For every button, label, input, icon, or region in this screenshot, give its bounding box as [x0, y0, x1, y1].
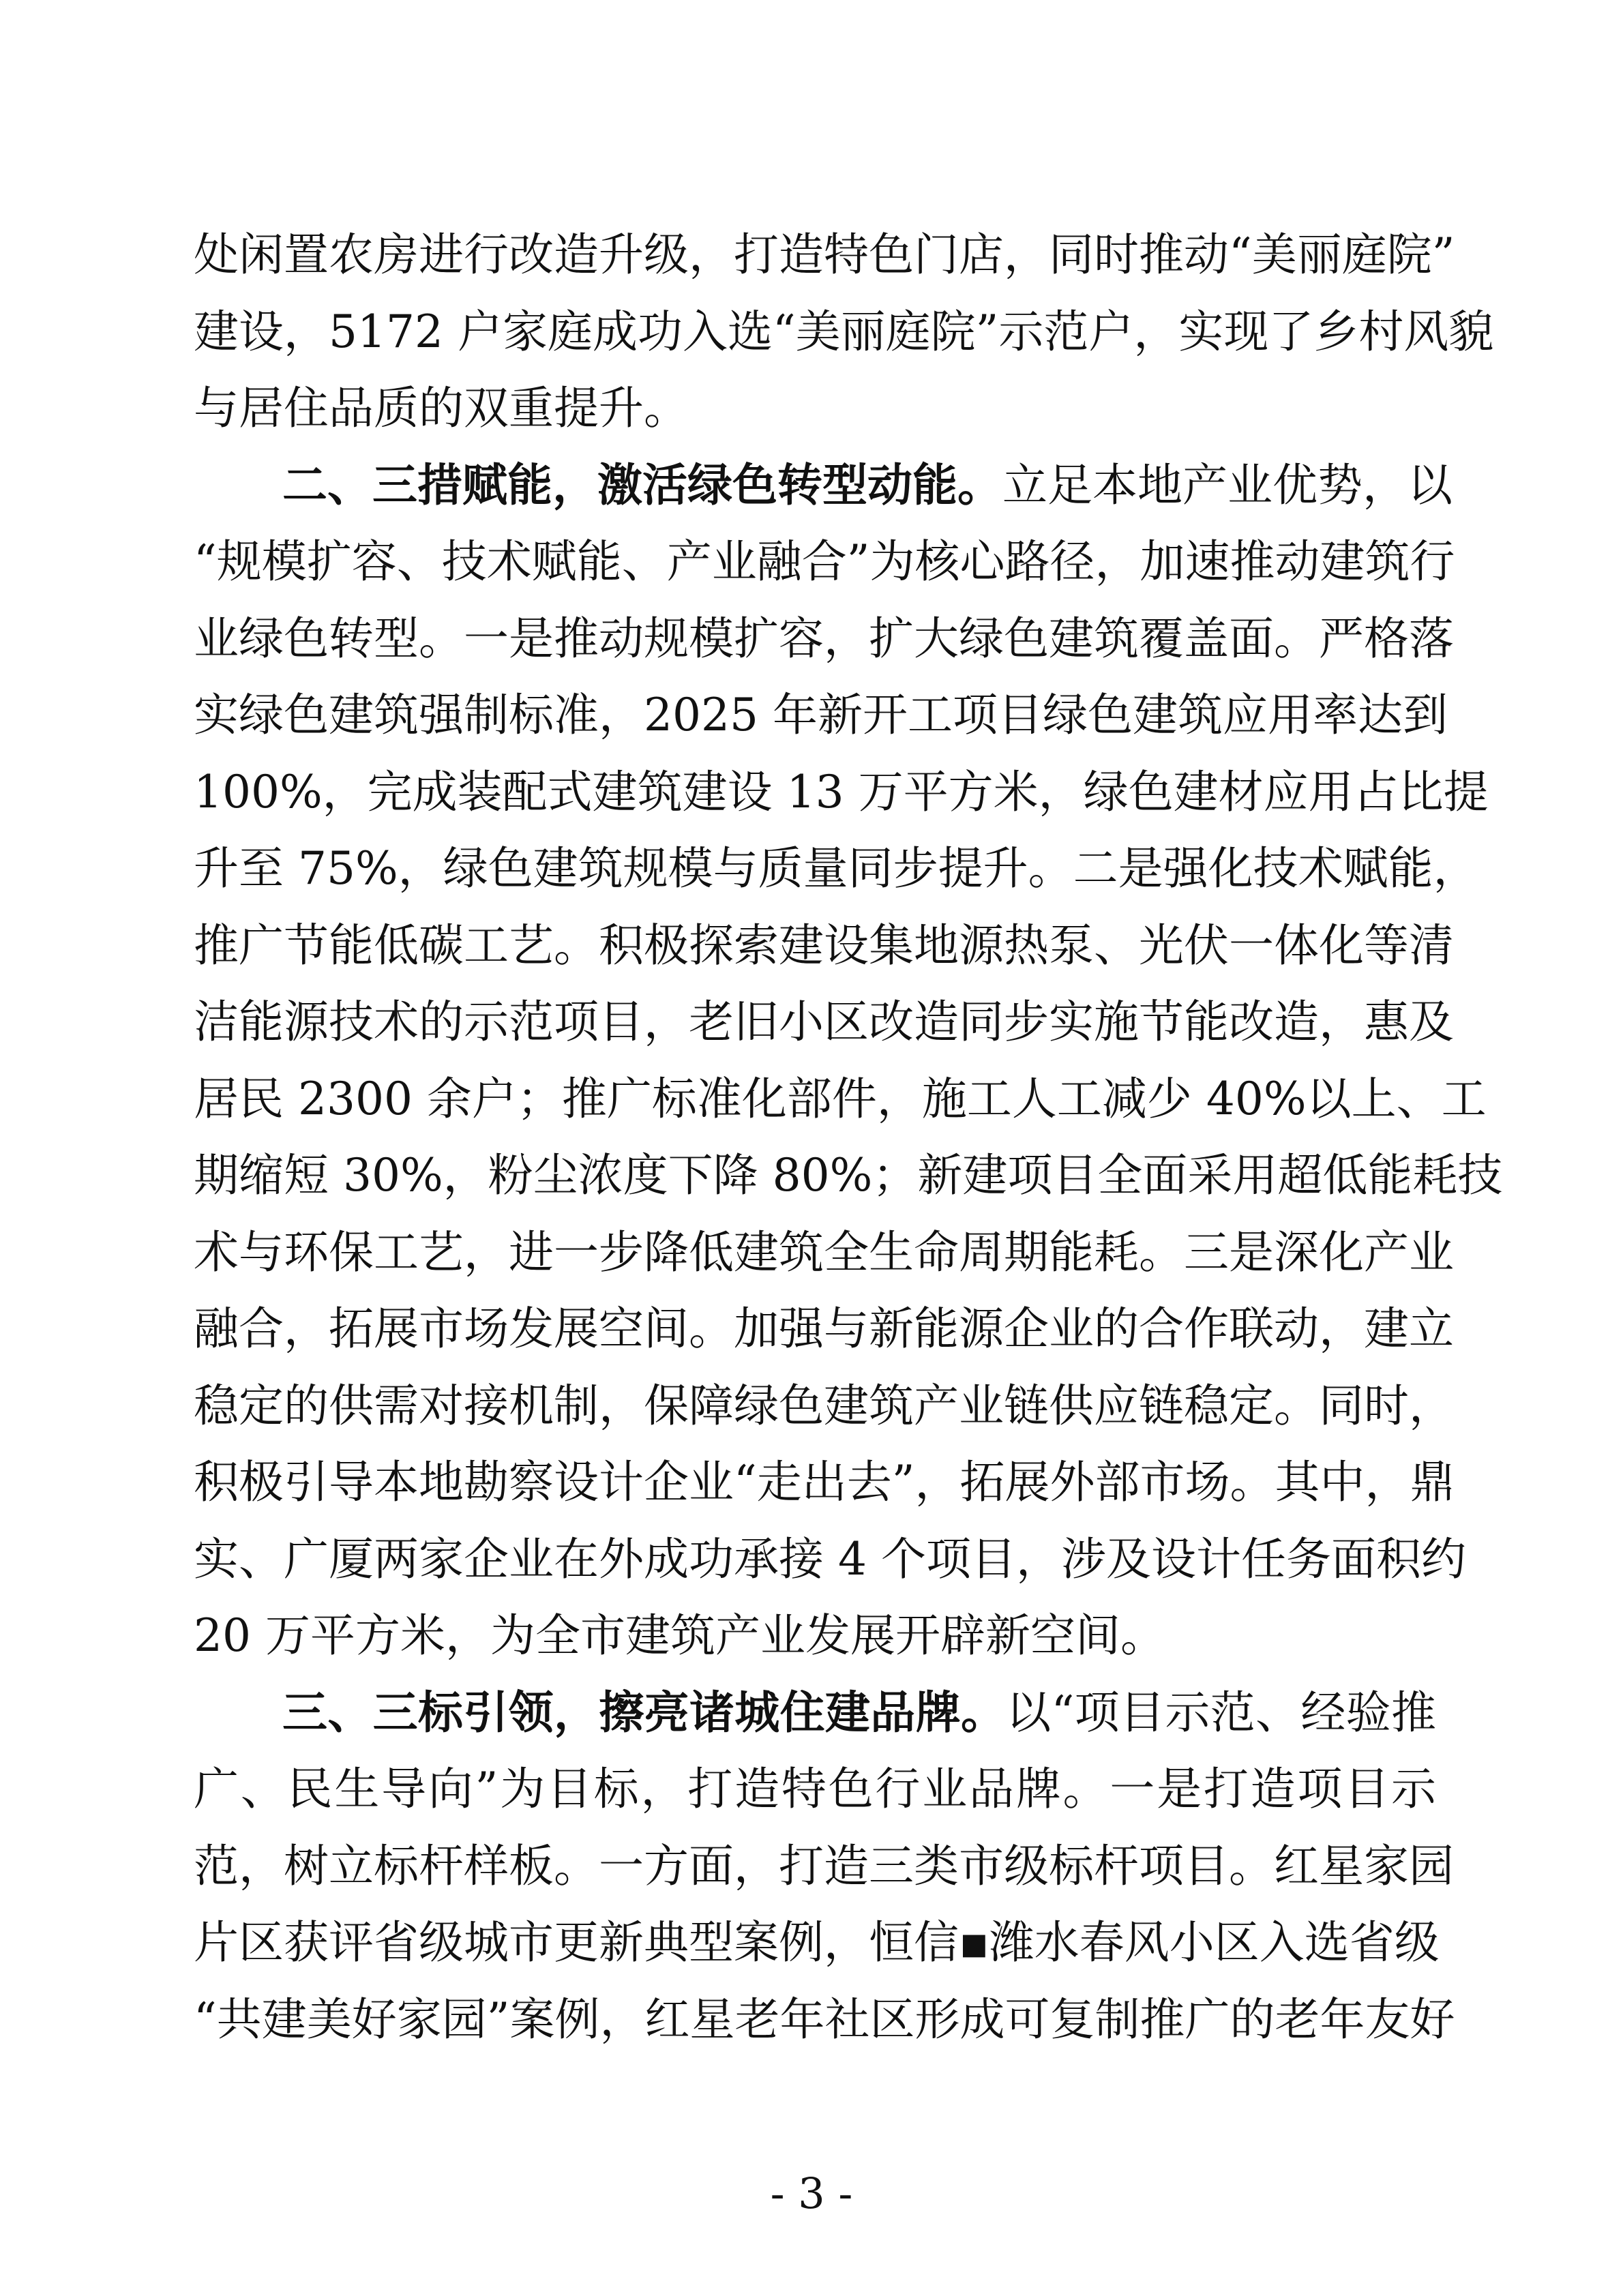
text-line: 与居住品质的双重提升。 — [194, 382, 689, 434]
text-line: 升至 75%，绿色建筑规模与质量同步提升。二是强化技术赋能， — [194, 842, 1478, 895]
text-line: 推广节能低碳工艺。积极探索建设集地源热泵、光伏一体化等清 — [194, 919, 1454, 972]
text-line: 洁能源技术的示范项目，老旧小区改造同步实施节能改造，惠及 — [194, 996, 1454, 1048]
text-line: 处闲置农房进行改造升级，打造特色门店，同时推动“美丽庭院” — [194, 228, 1455, 281]
section-heading-line — [194, 447, 1453, 524]
text-span: 立足本地产业优势，以 — [1002, 458, 1453, 511]
text-span: 以“项目示范、经验推 — [1006, 1686, 1436, 1739]
text-line: 期缩短 30%，粉尘浓度下降 80%；新建项目全面采用超低能耗技 — [194, 1149, 1503, 1202]
text-line: 20 万平方米，为全市建筑产业发展开辟新空间。 — [194, 1609, 1165, 1662]
text-line: 业绿色转型。一是推动规模扩容，扩大绿色建筑覆盖面。严格落 — [194, 612, 1454, 665]
document-body — [194, 217, 1503, 2058]
text-line: 片区获评省级城市更新典型案例，恒信▪潍水春风小区入选省级 — [194, 1916, 1440, 1969]
text-line: 稳定的供需对接机制，保障绿色建筑产业链供应链稳定。同时， — [194, 1379, 1454, 1432]
section-heading: 二、三措赋能，激活绿色转型动能。 — [282, 458, 1002, 511]
text-line: 积极引导本地勘察设计企业“走出去”，拓展外部市场。其中，鼎 — [194, 1456, 1455, 1508]
text-line: 100%，完成装配式建筑建设 13 万平方米，绿色建材应用占比提 — [194, 765, 1489, 818]
section-heading-line — [194, 1675, 1436, 1752]
section-heading: 三、三标引领，擦亮诸城住建品牌。 — [282, 1686, 1007, 1739]
text-line: 广、民生导向”为目标，打造特色行业品牌。一是打造项目示 — [194, 1763, 1436, 1815]
text-line: 范，树立标杆样板。一方面，打造三类市级标杆项目。红星家园 — [194, 1839, 1454, 1892]
text-line: 术与环保工艺，进一步降低建筑全生命周期能耗。三是深化产业 — [194, 1225, 1454, 1279]
text-line: “共建美好家园”案例，红星老年社区形成可复制推广的老年友好 — [194, 1993, 1455, 2046]
text-line: 居民 2300 余户；推广标准化部件，施工人工减少 40%以上、工 — [194, 1072, 1487, 1125]
text-line: 融合，拓展市场发展空间。加强与新能源企业的合作联动，建立 — [194, 1302, 1454, 1355]
page-number: - 3 - — [770, 2168, 853, 2218]
text-line: “规模扩容、技术赋能、产业融合”为核心路径，加速推动建筑行 — [194, 535, 1455, 588]
text-line: 实、广厦两家企业在外成功承接 4 个项目，涉及设计任务面积约 — [194, 1532, 1466, 1585]
text-line: 建设，5172 户家庭成功入选“美丽庭院”示范户，实现了乡村风貌 — [194, 305, 1494, 358]
text-line: 实绿色建筑强制标准，2025 年新开工项目绿色建筑应用率达到 — [194, 689, 1448, 741]
